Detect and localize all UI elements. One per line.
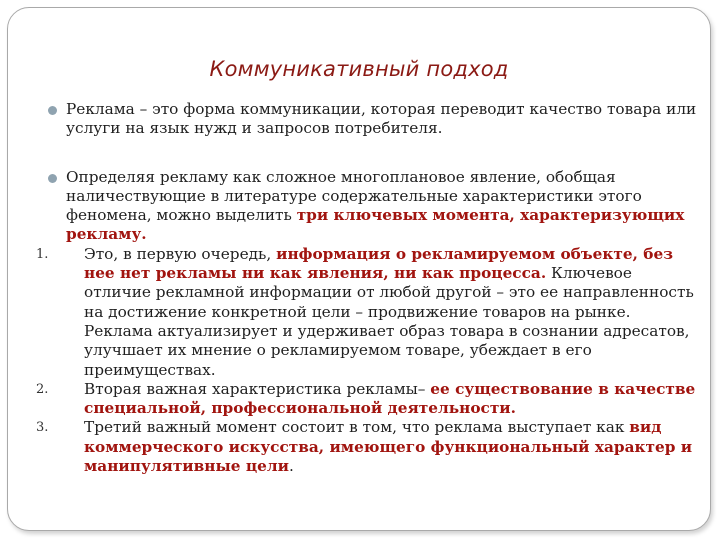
item-text-post: Ключевое отличие рекламной информации от любой другой – это ее направленность на достижение конкретной цели – продвижение товаров на рынке. Реклама актуализирует и удерживает образ товара в сознании адресатов, улучшает их мнение о рекламируемом товаре, убеждает в его преимуществах. bbox=[84, 264, 694, 379]
slide-frame bbox=[7, 7, 711, 531]
bullet-dot-icon bbox=[48, 174, 57, 183]
item-number: 1. bbox=[36, 246, 49, 262]
slide-title: Коммуникативный подход bbox=[209, 57, 509, 81]
slide-body bbox=[38, 100, 698, 476]
numbered-item-3 bbox=[38, 418, 698, 476]
bullet-text: Определяя рекламу как сложное многоплановое явление, обобщая наличествующие в литературе содержательные характеристики этого феномена, можно выделить bbox=[66, 167, 642, 225]
bullet-item-advertising-definition bbox=[38, 100, 698, 139]
bullet-item-three-moments bbox=[38, 168, 698, 245]
item-text-post: . bbox=[289, 457, 294, 476]
numbered-item-1 bbox=[38, 245, 698, 380]
bullet-dot-icon bbox=[48, 106, 57, 115]
item-text-pre: Третий важный момент состоит в том, что реклама выступает как bbox=[84, 418, 630, 437]
item-highlight: информация о рекламируемом объекте, без нее нет рекламы ни как явления, ни как процесса. bbox=[84, 244, 673, 283]
item-number: 2. bbox=[36, 381, 49, 397]
bullet-highlight: три ключевых момента, характеризующих рекламу. bbox=[66, 206, 685, 244]
item-text-pre: Это, в первую очередь, bbox=[84, 244, 277, 263]
item-text-pre: Вторая важная характеристика рекламы– bbox=[84, 379, 431, 398]
numbered-item-2 bbox=[38, 380, 698, 419]
item-highlight: ее существование в качестве специальной, профессиональной деятельности. bbox=[84, 379, 696, 418]
bullet-text: Реклама – это форма коммуникации, которая переводит качество товара или услуги на язык нужд и запросов потребителя. bbox=[66, 100, 697, 138]
item-number: 3. bbox=[36, 420, 49, 436]
item-highlight: вид коммерческого искусства, имеющего функциональный характер и манипулятивные цели bbox=[84, 418, 693, 476]
